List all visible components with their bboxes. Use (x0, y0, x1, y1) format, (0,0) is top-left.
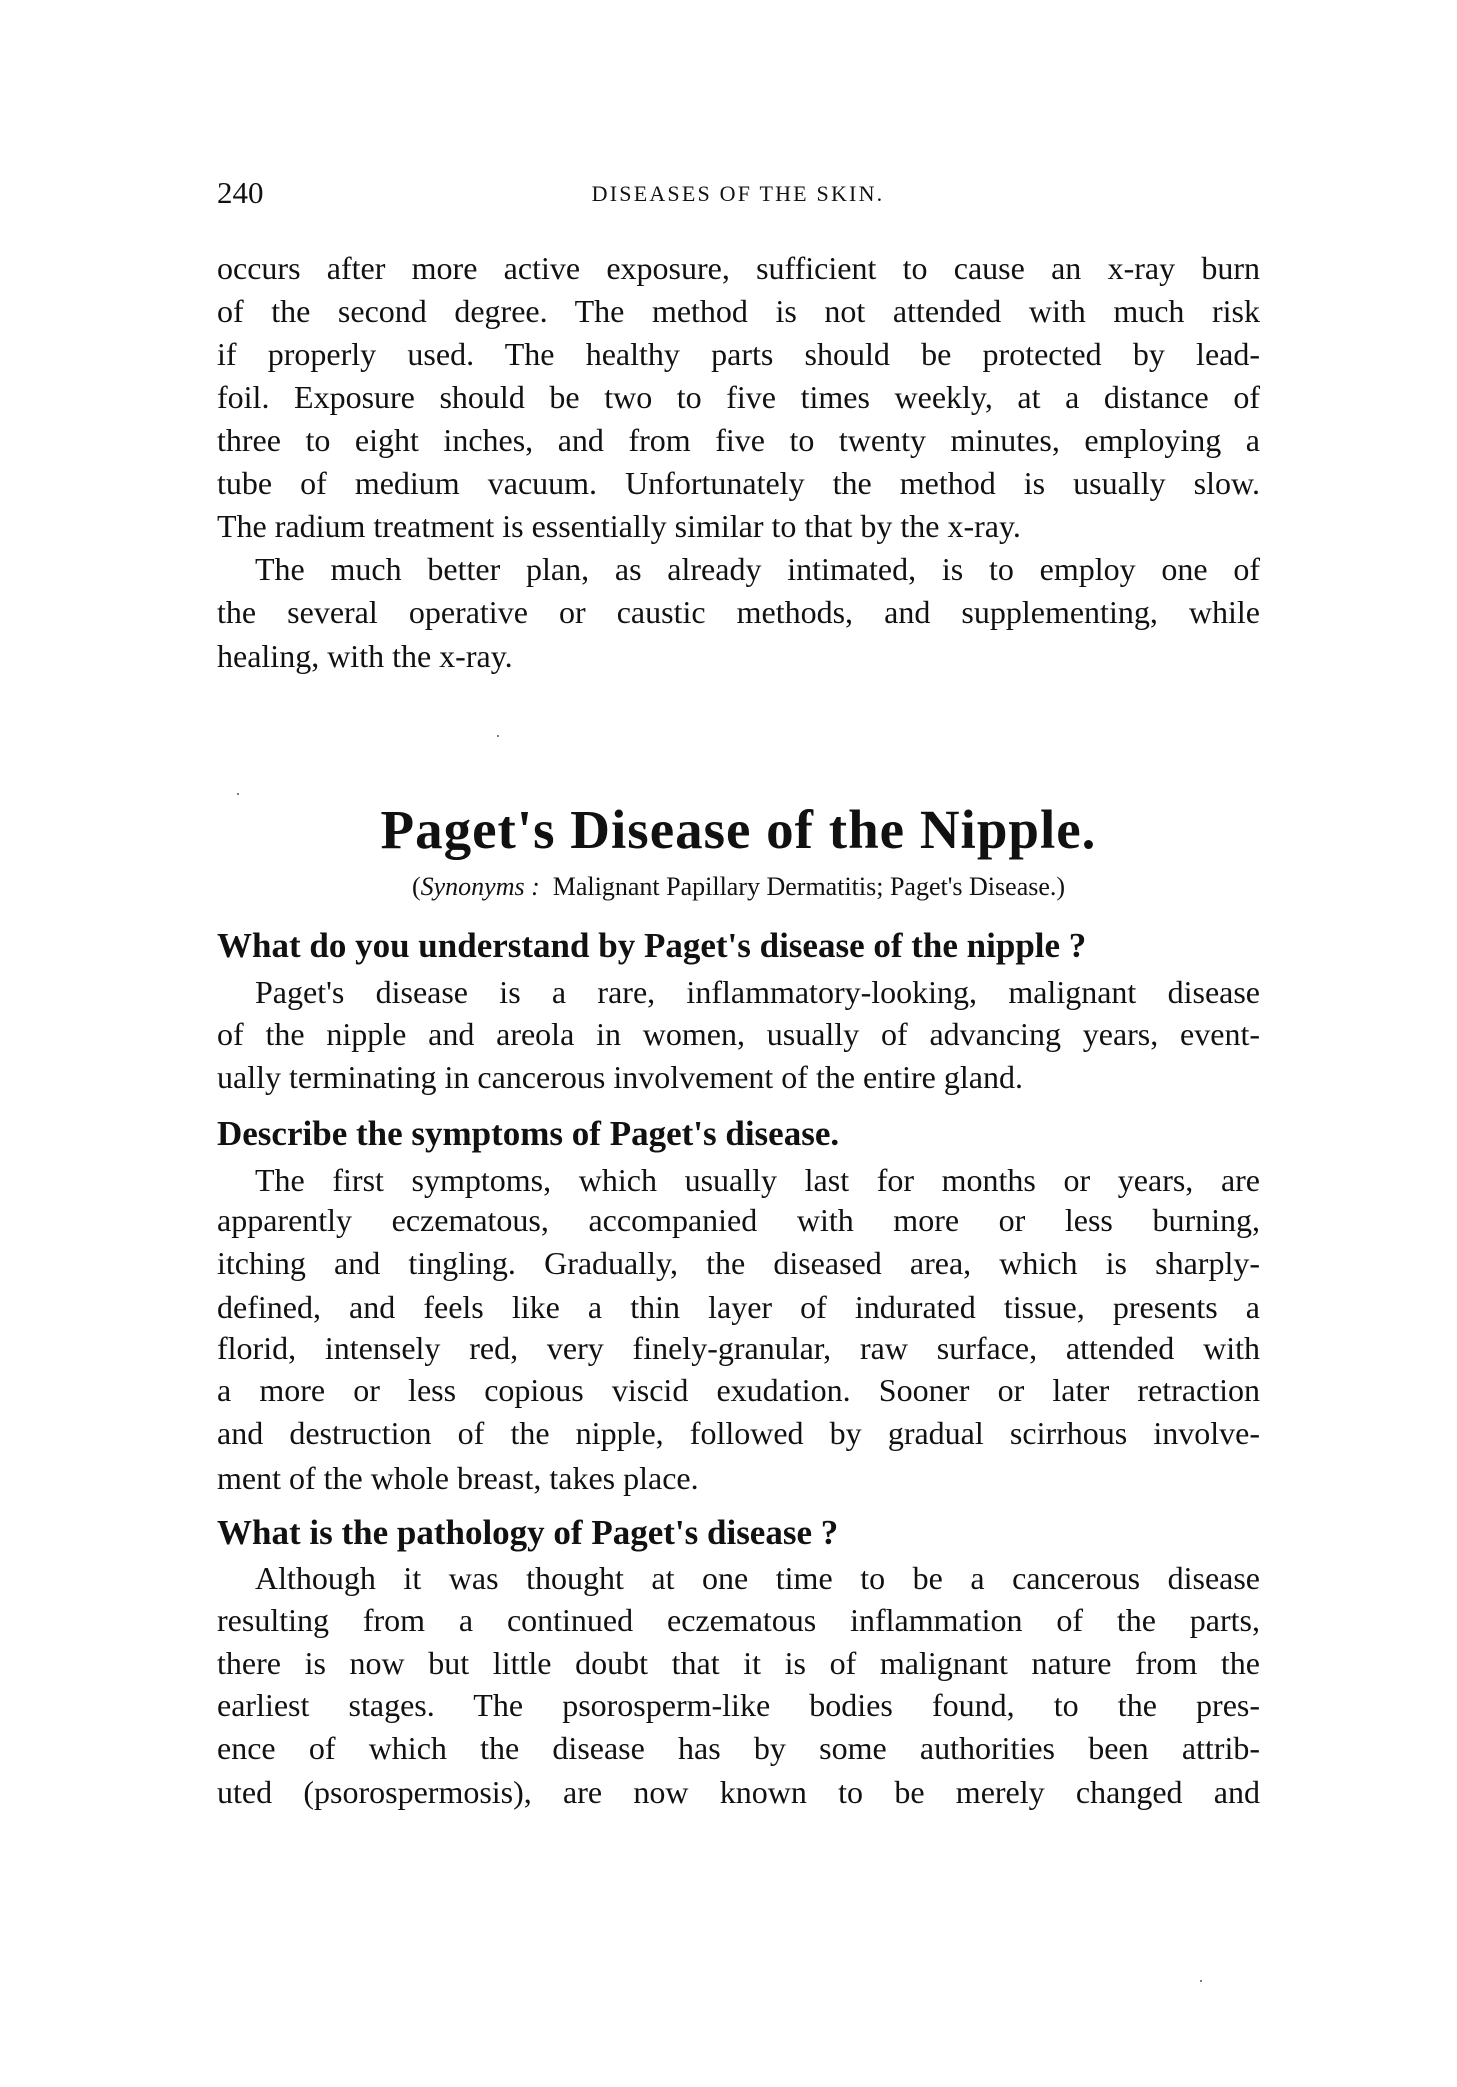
body-line: The radium treatment is essentially similar to that by the x-ray. (217, 508, 1021, 544)
answer-line: Although it was thought at one time to be a cancerous disease (255, 1560, 1260, 1596)
answer-line: apparently eczematous, accompanied with more or less burning, (217, 1202, 1260, 1238)
running-head (217, 175, 1260, 210)
answer-line: and destruction of the nipple, followed by gradual scirrhous involve- (217, 1415, 1260, 1451)
body-line: tube of medium vacuum. Unfortunately the method is usually slow. (217, 465, 1260, 501)
scan-speck (497, 735, 499, 737)
answer-line: resulting from a continued eczematous inflammation of the parts, (217, 1602, 1260, 1638)
synonyms-label: Synonyms : (420, 872, 540, 901)
synonyms-open-paren: ( (411, 872, 421, 901)
body-line: The much better plan, as already intimated, is to employ one of (255, 551, 1260, 587)
answer-line: defined, and feels like a thin layer of indurated tissue, presents a (217, 1289, 1260, 1325)
answer-line: earliest stages. The psorosperm-like bodies found, to the pres- (217, 1687, 1260, 1723)
section-title: Paget's Disease of the Nipple. (380, 799, 1097, 860)
body-line: of the second degree. The method is not attended with much risk (217, 293, 1260, 329)
answer-line: ually terminating in cancerous involvement of the entire gland. (217, 1059, 1023, 1095)
answer-line: The first symptoms, which usually last for months or years, are (255, 1162, 1260, 1198)
body-line: foil. Exposure should be two to five times weekly, at a distance of (217, 379, 1260, 415)
scan-speck (237, 793, 239, 795)
body-line: occurs after more active exposure, sufficient to cause an x-ray burn (217, 250, 1260, 286)
body-line: three to eight inches, and from five to twenty minutes, employing a (217, 422, 1260, 458)
answer-line: there is now but little doubt that it is of malignant nature from the (217, 1645, 1260, 1681)
answer-line: uted (psorospermosis), are now known to be merely changed and (217, 1774, 1260, 1810)
question-heading: Describe the symptoms of Paget's disease. (217, 1114, 840, 1153)
answer-line: florid, intensely red, very finely-granular, raw surface, attended with (217, 1330, 1260, 1366)
synonyms-text: Malignant Papillary Dermatitis; Paget's Disease.) (552, 872, 1066, 901)
answer-line: itching and tingling. Gradually, the diseased area, which is sharply- (217, 1245, 1260, 1281)
answer-line: ence of which the disease has by some authorities been attrib- (217, 1730, 1260, 1766)
body-line: the several operative or caustic methods, and supplementing, while (217, 594, 1260, 630)
answer-line: of the nipple and areola in women, usually of advancing years, event- (217, 1016, 1260, 1052)
answer-line: ment of the whole breast, takes place. (217, 1460, 699, 1496)
scan-speck (1200, 1980, 1202, 1982)
body-line: if properly used. The healthy parts should be protected by lead- (217, 336, 1260, 372)
body-line: healing, with the x-ray. (217, 638, 513, 674)
answer-line: a more or less copious viscid exudation. Sooner or later retraction (217, 1372, 1260, 1408)
running-title: DISEASES OF THE SKIN. (591, 181, 885, 206)
question-heading: What is the pathology of Paget's disease ? (217, 1513, 839, 1552)
page-number: 240 (217, 175, 264, 210)
synonyms-line (217, 872, 1260, 902)
answer-line: Paget's disease is a rare, inflammatory-looking, malignant disease (255, 974, 1260, 1010)
question-heading: What do you understand by Paget's disease of the nipple ? (217, 926, 1087, 965)
